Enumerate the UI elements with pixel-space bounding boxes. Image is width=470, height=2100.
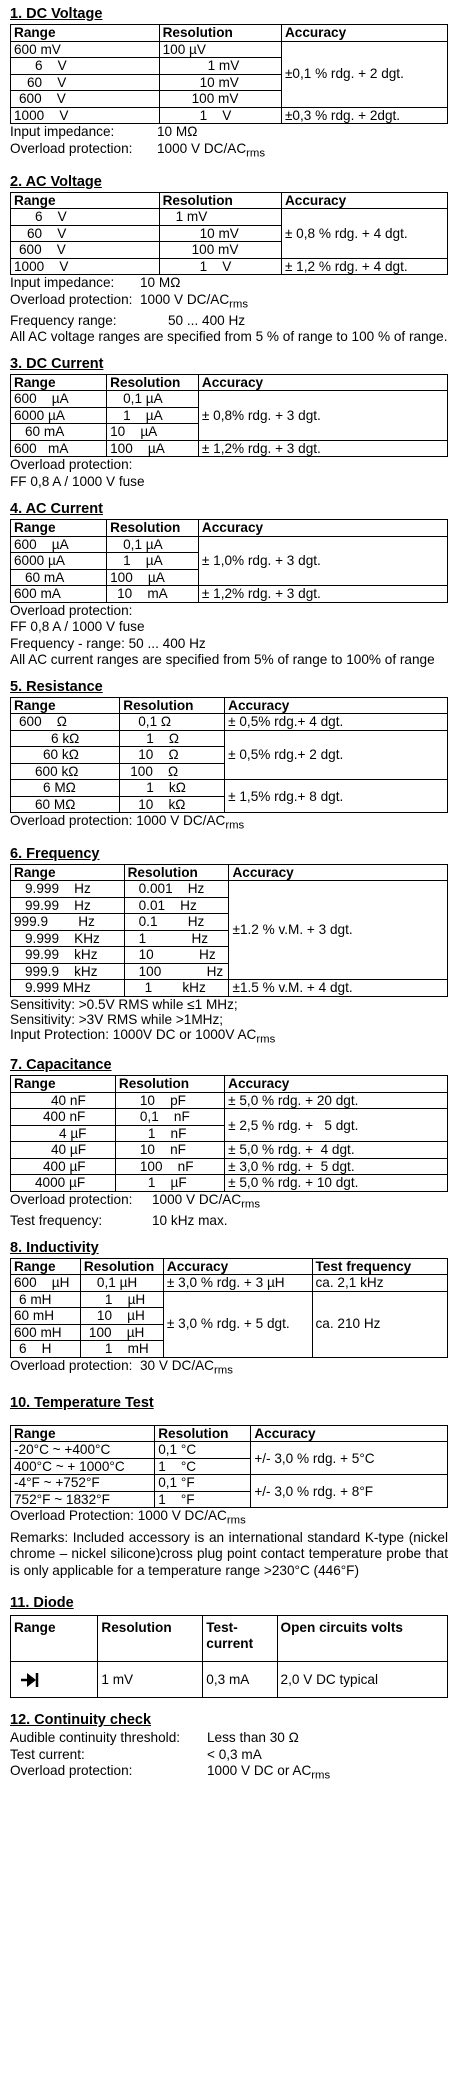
range-cell: 6000 µA: [11, 553, 107, 570]
note-line: Input impedance: 10 MΩ: [10, 275, 181, 291]
note-text: Overload protection:: [10, 457, 133, 473]
header-test-current: Test-current: [203, 1616, 277, 1662]
resolution-cell: 0,1 µA: [107, 536, 199, 553]
accuracy-cell: ± 1,2 % rdg. + 4 dgt.: [281, 258, 447, 275]
resolution-cell: 100 mV: [159, 91, 281, 108]
range-cell: 40 nF: [11, 1092, 116, 1109]
header-resolution: Resolution: [98, 1616, 203, 1662]
resolution-cell: 100 µV: [159, 41, 281, 58]
range-cell: -4°F ~ +752°F: [11, 1475, 155, 1492]
note-text: All AC voltage ranges are specified from 5 % of range to 100 % of range.: [10, 329, 448, 345]
accuracy-cell: ± 0,5% rdg.+ 2 dgt.: [225, 730, 448, 780]
range-cell: 600 mV: [11, 41, 160, 58]
header-resolution: Resolution: [107, 520, 199, 537]
table-row: [11, 780, 448, 797]
section-capacitance: [10, 1057, 448, 1229]
header-test-frequency: Test frequency: [312, 1258, 448, 1275]
header-range: Range: [11, 25, 160, 42]
resolution-cell: 1 nF: [115, 1125, 224, 1142]
range-cell: 400 µF: [11, 1158, 116, 1175]
resolution-cell: 1 mV: [98, 1662, 203, 1698]
range-cell: -20°C ~ +400°C: [11, 1442, 155, 1459]
note-text: Input Protection: 1000V DC or 1000V $AC_{rms}$: [10, 1026, 276, 1046]
resolution-cell: 0,1 °C: [155, 1442, 251, 1459]
table-row: [11, 209, 448, 226]
note-text: Overload Protection: 1000 V $DC/AC_{rms}$: [10, 1508, 246, 1528]
resolution-cell: 1 kHz: [124, 980, 229, 997]
temperature-table: [10, 1425, 448, 1509]
resolution-cell: 100 µH: [80, 1324, 163, 1341]
header-range: Range: [11, 1425, 155, 1442]
accuracy-cell: ± 3,0 % rdg. + 3 µH: [163, 1275, 312, 1292]
test-frequency-cell: ca. 2,1 kHz: [312, 1275, 448, 1292]
header-accuracy: Accuracy: [225, 1076, 448, 1093]
table-header-row: [11, 697, 448, 714]
range-cell: 99.99 Hz: [11, 897, 125, 914]
header-accuracy: Accuracy: [281, 192, 447, 209]
section-ac-current: [10, 501, 448, 669]
table-row: [11, 1109, 448, 1126]
header-accuracy: Accuracy: [251, 1425, 448, 1442]
accuracy-cell: ±1.2 % v.M. + 3 dgt.: [229, 881, 448, 980]
remarks-text: Remarks: Included accessory is an international standard K-type (nickel chrome – nickel silicone)cross plug point contact temperature probe that is only applicable for a temperature range >230°C (446°F): [10, 1529, 448, 1578]
note-line: Audible continuity threshold: Less than 30 Ω: [10, 1730, 299, 1746]
note-line: Overload protection: 30 V $DC/AC_{rms}$: [10, 1357, 233, 1377]
resolution-cell: 100 Hz: [124, 963, 229, 980]
range-cell: 6 mH: [11, 1291, 81, 1308]
table-row: [11, 1092, 448, 1109]
header-resolution: Resolution: [107, 374, 199, 391]
resolution-cell: 100 nF: [115, 1158, 224, 1175]
diode-icon: [21, 1672, 43, 1688]
resolution-cell: 1 Hz: [124, 930, 229, 947]
section-title: 5. Resistance: [10, 678, 103, 695]
dc-current-table: [10, 374, 448, 458]
accuracy-cell: ± 5,0 % rdg. + 10 dgt.: [225, 1175, 448, 1192]
range-cell: 60 V: [11, 74, 160, 91]
resolution-cell: 10 µA: [107, 424, 199, 441]
dc-voltage-table: [10, 24, 448, 124]
ac-current-table: [10, 519, 448, 603]
range-cell: 600 mA: [11, 586, 107, 603]
note-text: FF 0,8 A / 1000 V fuse: [10, 619, 145, 635]
section-frequency: [10, 846, 448, 1048]
section-inductivity: [10, 1240, 448, 1379]
table-row: [11, 1475, 448, 1492]
accuracy-cell: ± 1,0% rdg. + 3 dgt.: [198, 536, 447, 586]
note-text: Frequency - range: 50 ... 400 Hz: [10, 635, 206, 651]
header-range: Range: [11, 1616, 98, 1662]
range-cell: 1000 V: [11, 258, 160, 275]
header-resolution: Resolution: [159, 192, 281, 209]
accuracy-cell: ± 3,0 % rdg. + 5 dgt.: [225, 1158, 448, 1175]
range-cell: 6 V: [11, 209, 160, 226]
resolution-cell: 10 kΩ: [120, 796, 225, 813]
table-row: [11, 1158, 448, 1175]
range-cell: 400°C ~ + 1000°C: [11, 1458, 155, 1475]
header-range: Range: [11, 1076, 116, 1093]
resolution-cell: 1 µH: [80, 1291, 163, 1308]
range-cell: 400 nF: [11, 1109, 116, 1126]
resolution-cell: 0,1 µA: [107, 391, 199, 408]
table-row: [11, 41, 448, 58]
accuracy-cell: ±1.5 % v.M. + 4 dgt.: [229, 980, 448, 997]
table-row: [11, 980, 448, 997]
resolution-cell: 1 µA: [107, 553, 199, 570]
table-header-row: [11, 1616, 448, 1662]
header-resolution: Resolution: [115, 1076, 224, 1093]
header-resolution: Resolution: [120, 697, 225, 714]
range-cell: 600 mA: [11, 440, 107, 457]
range-cell: 6 kΩ: [11, 730, 120, 747]
resolution-cell: 0,1 µH: [80, 1275, 163, 1292]
range-cell: 4 µF: [11, 1125, 116, 1142]
range-cell: 99.99 kHz: [11, 947, 125, 964]
inductivity-table: [10, 1258, 448, 1358]
range-cell: 600 V: [11, 242, 160, 259]
accuracy-cell: ±0,3 % rdg. + 2dgt.: [281, 107, 447, 124]
resolution-cell: 1 °F: [155, 1491, 251, 1508]
range-cell: [11, 1662, 98, 1698]
test-current-cell: 0,3 mA: [203, 1662, 277, 1698]
resistance-table: [10, 697, 448, 814]
note-text: FF 0,8 A / 1000 V fuse: [10, 473, 145, 489]
range-cell: 6000 µA: [11, 407, 107, 424]
accuracy-cell: ± 5,0 % rdg. + 4 dgt.: [225, 1142, 448, 1159]
resolution-cell: 10 nF: [115, 1142, 224, 1159]
table-header-row: [11, 1425, 448, 1442]
table-row: [11, 258, 448, 275]
accuracy-cell: ± 3,0 % rdg. + 5 dgt.: [163, 1291, 312, 1357]
table-header-row: [11, 1076, 448, 1093]
resolution-cell: 0,1 nF: [115, 1109, 224, 1126]
section-diode: [10, 1595, 448, 1698]
accuracy-cell: ± 1,5% rdg.+ 8 dgt.: [225, 780, 448, 813]
header-range: Range: [11, 1258, 81, 1275]
accuracy-cell: ± 0,8 % rdg. + 4 dgt.: [281, 209, 447, 259]
section-title: 3. DC Current: [10, 355, 104, 372]
range-cell: 600 µA: [11, 391, 107, 408]
range-cell: 6 MΩ: [11, 780, 120, 797]
accuracy-cell: ± 1,2% rdg. + 3 dgt.: [198, 440, 447, 457]
note-line: Overload protection: 1000 V $DC/AC_{rms}$: [10, 813, 245, 833]
note-text: Sensitivity: >3V RMS while >1MHz;: [10, 1011, 224, 1027]
resolution-cell: 0.001 Hz: [124, 881, 229, 898]
header-resolution: Resolution: [124, 864, 229, 881]
accuracy-cell: ± 5,0 % rdg. + 20 dgt.: [225, 1092, 448, 1109]
table-row: [11, 107, 448, 124]
table-header-row: [11, 864, 448, 881]
section-resistance: [10, 679, 448, 835]
range-cell: 9.999 KHz: [11, 930, 125, 947]
table-row: [11, 1291, 448, 1308]
accuracy-cell: ± 0,8% rdg. + 3 dgt.: [198, 391, 447, 441]
section-dc-voltage: [10, 6, 448, 162]
resolution-cell: 0,1 Ω: [120, 714, 225, 731]
resolution-cell: 1 mH: [80, 1341, 163, 1358]
resolution-cell: 10 mV: [159, 225, 281, 242]
note-line: Overload protection: 1000 V $DC/AC_{rms}$: [10, 140, 266, 160]
open-circuit-volts-cell: 2,0 V DC typical: [277, 1662, 447, 1698]
header-resolution: Resolution: [80, 1258, 163, 1275]
resolution-cell: 10 Ω: [120, 747, 225, 764]
resolution-cell: 1 °C: [155, 1458, 251, 1475]
resolution-cell: 100 µA: [107, 569, 199, 586]
note-line: Test current: < 0,3 mA: [10, 1746, 262, 1762]
header-open-circuit-volts: Open circuits volts: [277, 1616, 447, 1662]
range-cell: 1000 V: [11, 107, 160, 124]
header-range: Range: [11, 192, 160, 209]
header-accuracy: Accuracy: [163, 1258, 312, 1275]
table-row: [11, 536, 448, 553]
resolution-cell: 10 mA: [107, 586, 199, 603]
table-row: [11, 586, 448, 603]
header-resolution: Resolution: [159, 25, 281, 42]
resolution-cell: 0,1 °F: [155, 1475, 251, 1492]
section-continuity: [10, 1712, 448, 1784]
resolution-cell: 1 V: [159, 258, 281, 275]
section-title: 4. AC Current: [10, 501, 103, 518]
range-cell: 60 V: [11, 225, 160, 242]
note-line: Input impedance: 10 MΩ: [10, 124, 198, 139]
range-cell: 999.9 Hz: [11, 914, 125, 931]
test-frequency-cell: ca. 210 Hz: [312, 1291, 448, 1357]
header-resolution: Resolution: [155, 1425, 251, 1442]
note-line: Frequency range: 50 ... 400 Hz: [10, 312, 246, 328]
table-row: [11, 391, 448, 408]
table-row: [11, 1662, 448, 1698]
header-accuracy: Accuracy: [198, 520, 447, 537]
section-ac-voltage: [10, 174, 448, 346]
section-title: 8. Inductivity: [10, 1239, 99, 1256]
range-cell: 600 µH: [11, 1275, 81, 1292]
resolution-cell: 0.01 Hz: [124, 897, 229, 914]
header-accuracy: Accuracy: [229, 864, 448, 881]
section-title: 6. Frequency: [10, 845, 100, 862]
note-text: Sensitivity: >0.5V RMS while ≤1 MHz;: [10, 996, 238, 1012]
table-row: [11, 440, 448, 457]
range-cell: 600 kΩ: [11, 763, 120, 780]
note-text: All AC current ranges are specified from 5% of range to 100% of range: [10, 652, 435, 668]
range-cell: 9.999 Hz: [11, 881, 125, 898]
diode-table: [10, 1615, 448, 1698]
range-cell: 40 µF: [11, 1142, 116, 1159]
note-line: Overload protection: 1000 V $DC/AC_{rms}$: [10, 1191, 261, 1211]
note-text: Overload protection:: [10, 602, 133, 618]
table-header-row: [11, 520, 448, 537]
note-line: Test frequency: 10 kHz max.: [10, 1213, 228, 1229]
range-cell: 60 MΩ: [11, 796, 120, 813]
range-cell: 600 V: [11, 91, 160, 108]
range-cell: 60 mA: [11, 424, 107, 441]
range-cell: 4000 µF: [11, 1175, 116, 1192]
accuracy-cell: +/- 3,0 % rdg. + 8°F: [251, 1475, 448, 1508]
resolution-cell: 10 µH: [80, 1308, 163, 1325]
header-range: Range: [11, 864, 125, 881]
table-header-row: [11, 1258, 448, 1275]
header-range: Range: [11, 374, 107, 391]
table-row: [11, 1442, 448, 1459]
table-row: [11, 1275, 448, 1292]
resolution-cell: 10 Hz: [124, 947, 229, 964]
range-cell: 600 Ω: [11, 714, 120, 731]
range-cell: 60 mA: [11, 569, 107, 586]
range-cell: 9.999 MHz: [11, 980, 125, 997]
table-row: [11, 1175, 448, 1192]
header-accuracy: Accuracy: [281, 25, 447, 42]
section-title: 1. DC Voltage: [10, 6, 103, 22]
table-row: [11, 1142, 448, 1159]
section-temperature: [10, 1395, 448, 1579]
note-line: Overload protection: 1000 V $DC/AC_{rms}$: [10, 291, 249, 311]
accuracy-cell: ±0,1 % rdg. + 2 dgt.: [281, 41, 447, 107]
resolution-cell: 100 mV: [159, 242, 281, 259]
header-range: Range: [11, 520, 107, 537]
section-title: 10. Temperature Test: [10, 1394, 154, 1411]
resolution-cell: 100 µA: [107, 440, 199, 457]
section-title: 12. Continuity check: [10, 1712, 152, 1729]
header-accuracy: Accuracy: [198, 374, 447, 391]
frequency-table: [10, 864, 448, 997]
section-title: 11. Diode: [10, 1595, 74, 1612]
resolution-cell: 0.1 Hz: [124, 914, 229, 931]
header-range: Range: [11, 697, 120, 714]
table-header-row: [11, 25, 448, 42]
accuracy-cell: ± 2,5 % rdg. + 5 dgt.: [225, 1109, 448, 1142]
note-line: Overload protection: 1000 V DC or $AC_{rms}$: [10, 1763, 331, 1782]
table-header-row: [11, 374, 448, 391]
resolution-cell: 100 Ω: [120, 763, 225, 780]
table-header-row: [11, 192, 448, 209]
range-cell: 6 H: [11, 1341, 81, 1358]
header-accuracy: Accuracy: [225, 697, 448, 714]
capacitance-table: [10, 1075, 448, 1192]
resolution-cell: 1 Ω: [120, 730, 225, 747]
range-cell: 752°F ~ 1832°F: [11, 1491, 155, 1508]
section-title: 2. AC Voltage: [10, 173, 102, 190]
accuracy-cell: ± 1,2% rdg. + 3 dgt.: [198, 586, 447, 603]
range-cell: 6 V: [11, 58, 160, 75]
resolution-cell: 1 mV: [159, 209, 281, 226]
accuracy-cell: +/- 3,0 % rdg. + 5°C: [251, 1442, 448, 1475]
section-title: 7. Capacitance: [10, 1057, 112, 1074]
range-cell: 60 kΩ: [11, 747, 120, 764]
section-dc-current: [10, 356, 448, 491]
accuracy-cell: ± 0,5% rdg.+ 4 dgt.: [225, 714, 448, 731]
resolution-cell: 1 µF: [115, 1175, 224, 1192]
resolution-cell: 1 µA: [107, 407, 199, 424]
range-cell: 600 mH: [11, 1324, 81, 1341]
table-row: [11, 881, 448, 898]
resolution-cell: 1 V: [159, 107, 281, 124]
table-row: [11, 730, 448, 747]
resolution-cell: 10 mV: [159, 74, 281, 91]
table-row: [11, 714, 448, 731]
resolution-cell: 1 mV: [159, 58, 281, 75]
resolution-cell: 10 pF: [115, 1092, 224, 1109]
range-cell: 999.9 kHz: [11, 963, 125, 980]
ac-voltage-table: [10, 192, 448, 276]
range-cell: 600 µA: [11, 536, 107, 553]
range-cell: 60 mH: [11, 1308, 81, 1325]
resolution-cell: 1 kΩ: [120, 780, 225, 797]
